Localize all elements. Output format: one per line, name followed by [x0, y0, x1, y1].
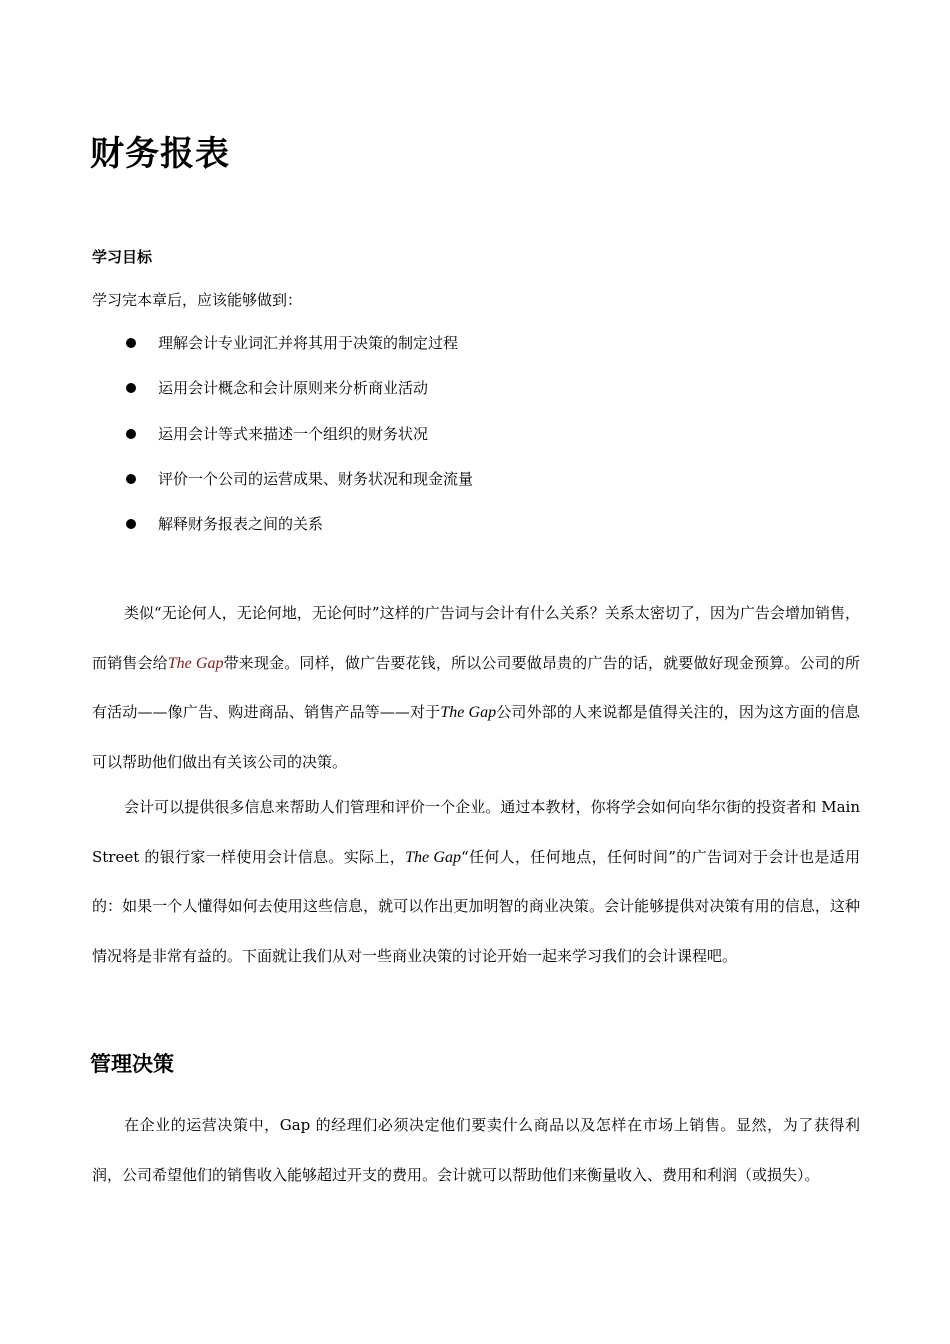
intro-paragraph-2 — [92, 783, 860, 981]
paragraph-text: 类似“无论何人，无论何地，无论何时”这样的广告词与会计有什么关系？关系太密切了，因为广告会增加销售，而销售会给 — [92, 604, 860, 672]
objective-item — [0, 376, 800, 400]
bullet-icon — [126, 429, 136, 439]
company-name-the-gap: The Gap — [167, 654, 224, 672]
objective-text: 运用会计等式来描述一个组织的财务状况 — [158, 425, 429, 443]
company-name-the-gap: The Gap — [405, 848, 461, 866]
management-paragraph: 在企业的运营决策中，Gap 的经理们必须决定他们要卖什么商品以及怎样在市场上销售。显然，为了获得利润，公司希望他们的销售收入能够超过开支的费用。会计就可以帮助他们来衡量收入、费用和利润（或损失）。 — [92, 1116, 860, 1184]
objective-item — [0, 422, 800, 446]
bullet-icon — [126, 474, 136, 484]
section-heading-management-decisions: 管理决策 — [90, 1052, 174, 1076]
paragraph-text: 带来现金。同样，做广告要花钱，所以公司要做昂贵的广告的话，就要做好现金预算。公司的所有活动——像广告、购进商品、销售产品等——对于 — [92, 653, 860, 721]
company-name-the-gap: The Gap — [440, 704, 497, 721]
bullet-icon — [126, 338, 136, 348]
intro-paragraph-1 — [92, 589, 860, 787]
objective-item — [0, 512, 800, 536]
bullet-icon — [126, 383, 136, 393]
bullet-icon — [126, 519, 136, 529]
page-title: 财务报表 — [90, 134, 230, 174]
objective-text: 运用会计概念和会计原则来分析商业活动 — [158, 379, 429, 397]
paragraph-text: “任何人，任何地点，任何时间”的广告词对于会计也是适用的：如果一个人懂得如何去使用这些信息，就可以作出更加明智的商业决策。会计能够提供对决策有用的信息，这种情况将是非常有益的。下面就让我们从对一些商业决策的讨论开始一起来学习我们的会计课程吧。 — [92, 847, 860, 965]
learning-objectives-intro: 学习完本章后，应该能够做到： — [92, 291, 303, 309]
objective-item — [0, 467, 800, 491]
paragraph-text: 会计可以提供很多信息来帮助人们管理和评价一个企业。通过本教材，你将学会如何向华尔街的投资者和 Main Street 的银行家一样使用会计信息。实际上， — [92, 798, 860, 866]
objective-text: 解释财务报表之间的关系 — [158, 515, 324, 533]
objective-text: 评价一个公司的运营成果、财务状况和现金流量 — [158, 470, 474, 488]
objective-text: 理解会计专业词汇并将其用于决策的制定过程 — [158, 334, 459, 352]
learning-objectives-heading: 学习目标 — [92, 248, 153, 266]
objective-item — [0, 331, 800, 355]
paragraph-text: 公司外部的人来说都是值得关注的，因为这方面的信息可以帮助他们做出有关该公司的决策。 — [92, 703, 860, 771]
